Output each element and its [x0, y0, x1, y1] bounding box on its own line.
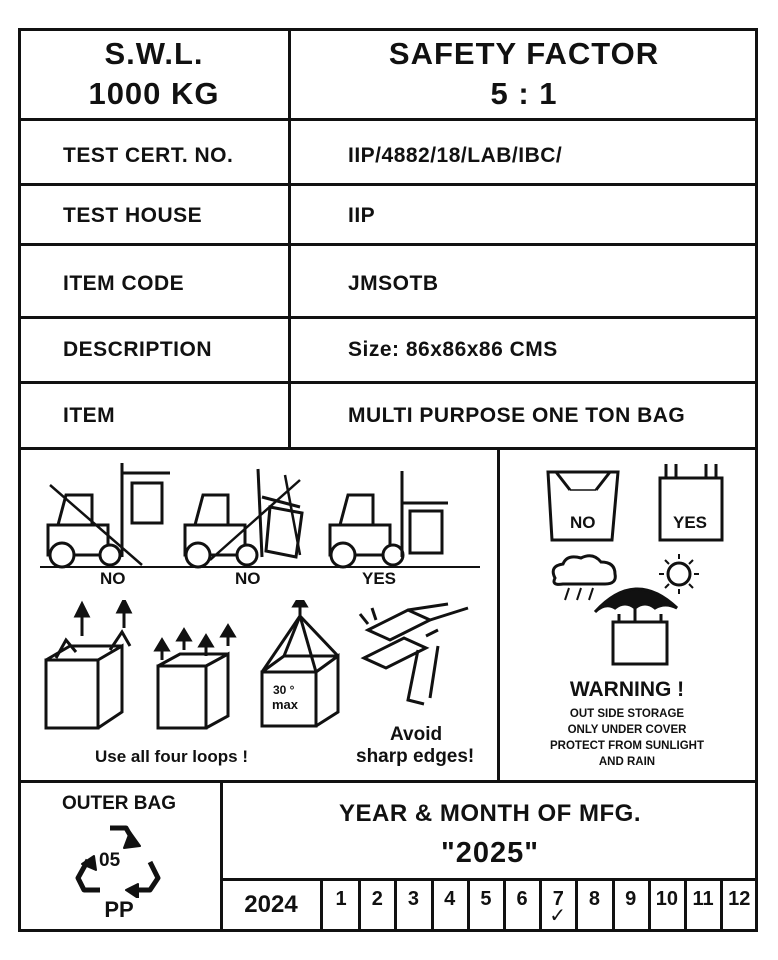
divider — [18, 243, 758, 246]
cloud-icon — [553, 556, 615, 585]
warning-line: OUT SIDE STORAGE — [569, 708, 685, 720]
avoid-caption: Avoid — [390, 724, 443, 745]
row-label: ITEM CODE — [63, 272, 185, 295]
check-mark-icon: ✓ — [549, 905, 566, 927]
divider — [18, 183, 758, 186]
row-label: DESCRIPTION — [63, 338, 213, 361]
bag-caption: NO — [570, 513, 596, 532]
row-label: TEST CERT. NO. — [63, 144, 234, 167]
forklift-icon — [185, 469, 302, 567]
warning-line: ONLY UNDER COVER — [567, 724, 687, 736]
divider — [18, 447, 758, 450]
forklift-caption: NO — [235, 569, 261, 588]
year-box: 2024 — [244, 891, 298, 918]
bag-lift-icon — [46, 600, 130, 728]
bag-icon — [613, 614, 667, 664]
angle-label: 30 ° — [273, 683, 295, 697]
warning-title: WARNING ! — [569, 678, 685, 701]
avoid-caption: sharp edges! — [356, 746, 475, 767]
angle-sub: max — [272, 697, 299, 712]
divider — [18, 118, 758, 121]
safety-factor-label: SAFETY FACTOR — [388, 36, 660, 71]
divider — [220, 878, 758, 881]
swl-label: S.W.L. — [104, 36, 204, 71]
month-box: 3 — [407, 888, 420, 910]
recycle-code: 05 — [99, 850, 121, 871]
row-label: ITEM — [63, 404, 116, 427]
month-box: 2 — [371, 888, 383, 910]
divider — [18, 381, 758, 384]
divider — [18, 780, 758, 783]
lifting-pictograms — [38, 600, 478, 735]
row-value: IIP — [348, 204, 376, 227]
row-value: Size: 86x86x86 CMS — [348, 338, 558, 361]
warning-line: AND RAIN — [598, 756, 656, 768]
mfg-year: "2025" — [440, 837, 539, 869]
warning-line: PROTECT FROM SUNLIGHT — [550, 740, 704, 752]
swl-value: 1000 KG — [88, 76, 220, 111]
forklift-icon — [48, 463, 170, 567]
month-box: 9 — [625, 888, 637, 910]
row-value: IIP/4882/18/LAB/IBC/ — [348, 144, 563, 167]
mfg-title: YEAR & MONTH OF MFG. — [339, 800, 641, 827]
row-value: MULTI PURPOSE ONE TON BAG — [348, 404, 686, 427]
month-box: 5 — [480, 888, 492, 910]
month-box: 4 — [444, 888, 456, 910]
month-box: 7 — [552, 888, 564, 910]
forklift-caption: NO — [100, 569, 126, 588]
month-box: 8 — [588, 888, 601, 910]
month-box: 12 — [728, 888, 751, 910]
material: PP — [104, 897, 134, 922]
loops-caption: Use all four loops ! — [95, 747, 249, 766]
month-box: 1 — [335, 888, 347, 910]
safety-factor-value: 5 : 1 — [490, 76, 558, 111]
row-label: TEST HOUSE — [63, 204, 203, 227]
bag-lift-icon — [156, 626, 234, 728]
weather-pictogram — [545, 552, 715, 672]
row-value: JMSOTB — [348, 272, 439, 295]
sharp-edge-icon — [360, 604, 468, 704]
forklift-pictograms — [30, 455, 490, 585]
bag-caption: YES — [673, 513, 708, 532]
forklift-caption: YES — [362, 569, 397, 588]
month-box: 10 — [655, 888, 679, 910]
sun-icon — [668, 563, 690, 585]
outer-bag-title: OUTER BAG — [62, 793, 176, 814]
divider — [18, 316, 758, 319]
month-box: 11 — [692, 888, 714, 910]
month-box: 6 — [516, 888, 528, 910]
forklift-icon — [330, 471, 448, 567]
